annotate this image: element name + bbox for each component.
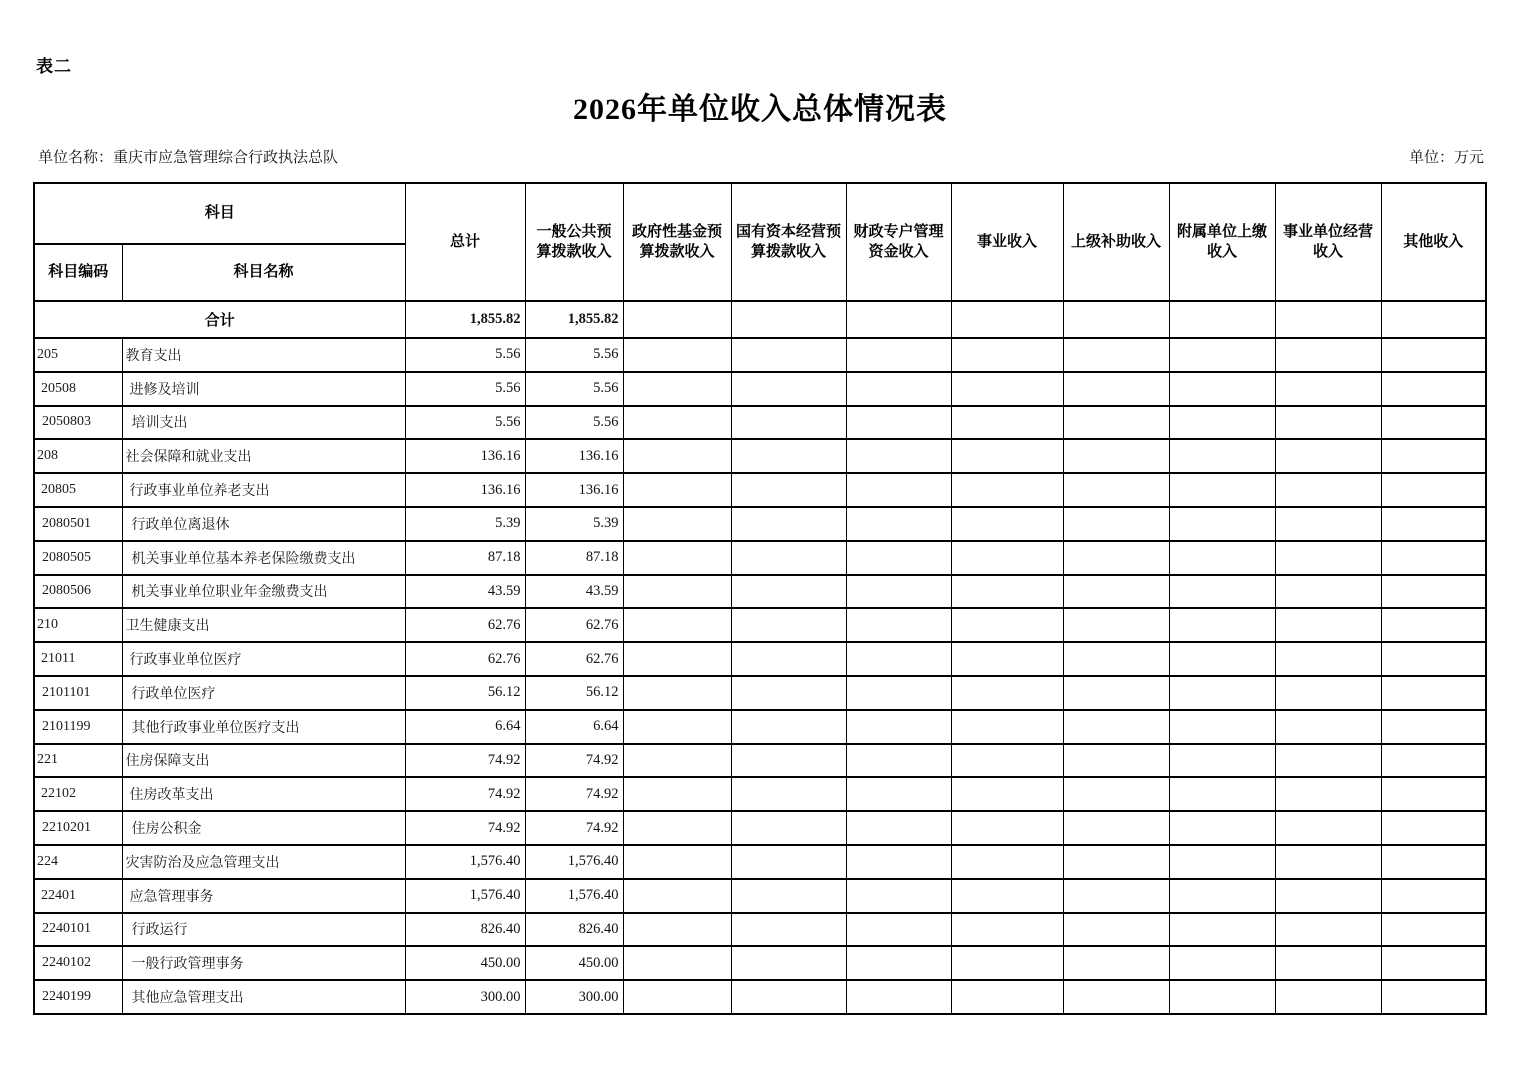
cell-subject-code: 2240199 [34,980,122,1014]
cell-value: 5.56 [525,372,623,406]
cell-value [731,541,846,575]
cell-subject-code: 221 [34,744,122,778]
cell-value [1381,845,1486,879]
table-row [34,541,1486,575]
cell-subject-name: 行政运行 [122,913,405,947]
cell-value [1063,439,1169,473]
table-row [34,913,1486,947]
cell-value [951,439,1063,473]
cell-value [1169,439,1275,473]
table-row [34,777,1486,811]
cell-value [731,777,846,811]
cell-value: 5.39 [405,507,525,541]
cell-value: 136.16 [525,439,623,473]
cell-value [731,439,846,473]
cell-value [623,338,731,372]
cell-value [1275,372,1381,406]
cell-subject-name: 卫生健康支出 [122,608,405,642]
cell-value [1169,744,1275,778]
cell-subject-code: 2080501 [34,507,122,541]
cell-value: 5.56 [405,338,525,372]
cell-value [731,946,846,980]
table-meta-row [38,146,1484,167]
cell-value [1063,913,1169,947]
header-row-subject [34,183,1486,244]
cell-value [1169,301,1275,338]
cell-value [846,301,951,338]
cell-value [951,507,1063,541]
table-row [34,439,1486,473]
column-header-8: 附属单位上缴收入 [1169,183,1275,301]
cell-value [846,946,951,980]
cell-value [731,913,846,947]
column-header-5: 财政专户管理资金收入 [846,183,951,301]
cell-value: 62.76 [525,642,623,676]
cell-value: 5.56 [525,406,623,440]
cell-subject-code: 210 [34,608,122,642]
cell-value [1275,575,1381,609]
cell-value: 136.16 [405,473,525,507]
cell-subject-code: 2210201 [34,811,122,845]
table-body [34,301,1486,1014]
page-title: 2026年单位收入总体情况表 [573,93,947,126]
cell-value [1381,608,1486,642]
cell-value [951,642,1063,676]
cell-value: 5.56 [405,372,525,406]
cell-value [731,744,846,778]
cell-value [1169,541,1275,575]
cell-value [1275,507,1381,541]
cell-value [1275,879,1381,913]
cell-value [1275,541,1381,575]
unit-measure-label: 单位：万元 [1408,150,1484,166]
unit-name-label: 单位名称：重庆市应急管理综合行政执法总队 [38,150,339,166]
cell-value [1063,301,1169,338]
column-header-2: 一般公共预算拨款收入 [525,183,623,301]
cell-subject-code: 208 [34,439,122,473]
cell-value [1381,710,1486,744]
cell-subject-code: 20805 [34,473,122,507]
cell-value [951,845,1063,879]
cell-value: 450.00 [525,946,623,980]
cell-subject-name: 住房公积金 [122,811,405,845]
subject-header: 科目 [34,183,405,244]
cell-value [731,676,846,710]
table-row [34,372,1486,406]
cell-value: 74.92 [405,744,525,778]
cell-value [623,980,731,1014]
cell-value: 6.64 [405,710,525,744]
cell-value [846,676,951,710]
cell-value [846,744,951,778]
cell-subject-code: 22102 [34,777,122,811]
cell-value [1275,744,1381,778]
cell-value: 56.12 [405,676,525,710]
cell-value [731,301,846,338]
cell-value [623,541,731,575]
cell-value [951,608,1063,642]
cell-value [623,608,731,642]
cell-value [846,777,951,811]
cell-value [1381,372,1486,406]
cell-value [1169,372,1275,406]
cell-value [846,642,951,676]
cell-value [1381,439,1486,473]
cell-value [1275,710,1381,744]
cell-subject-code: 2240102 [34,946,122,980]
table-row [34,811,1486,845]
cell-value [1169,845,1275,879]
cell-value [1063,338,1169,372]
cell-value: 5.39 [525,507,623,541]
cell-value [846,439,951,473]
cell-value [1063,676,1169,710]
cell-value [1381,575,1486,609]
cell-value: 6.64 [525,710,623,744]
cell-value [623,439,731,473]
cell-value [1275,913,1381,947]
cell-value [951,946,1063,980]
cell-value [623,777,731,811]
cell-value [1275,777,1381,811]
cell-subject-name: 其他应急管理支出 [122,980,405,1014]
cell-value [1275,473,1381,507]
cell-value [1063,642,1169,676]
table-row [34,642,1486,676]
cell-value [1063,608,1169,642]
cell-value [1381,301,1486,338]
cell-subject-code: 2240101 [34,913,122,947]
cell-subject-name: 机关事业单位职业年金缴费支出 [122,575,405,609]
cell-subject-code: 205 [34,338,122,372]
cell-value [1169,338,1275,372]
cell-value [1169,946,1275,980]
cell-value [1381,913,1486,947]
cell-value [623,710,731,744]
subject-code-header: 科目编码 [34,244,122,301]
cell-value [1063,744,1169,778]
cell-value [1063,507,1169,541]
cell-value: 56.12 [525,676,623,710]
cell-value [1063,946,1169,980]
cell-value [1169,575,1275,609]
cell-value [846,811,951,845]
cell-value [1169,777,1275,811]
cell-value [1275,811,1381,845]
cell-value [951,913,1063,947]
cell-subject-name: 机关事业单位基本养老保险缴费支出 [122,541,405,575]
cell-subject-code: 2101101 [34,676,122,710]
cell-subject-code: 22401 [34,879,122,913]
table-row [34,338,1486,372]
cell-value [846,980,951,1014]
cell-value [846,541,951,575]
cell-value [1381,642,1486,676]
cell-value [623,642,731,676]
cell-value: 74.92 [405,811,525,845]
column-header-3: 政府性基金预算拨款收入 [623,183,731,301]
cell-subject-code: 20508 [34,372,122,406]
cell-value [846,710,951,744]
cell-value: 136.16 [525,473,623,507]
cell-value [951,744,1063,778]
table-row [34,473,1486,507]
cell-value [731,879,846,913]
cell-value [623,744,731,778]
cell-value [623,473,731,507]
cell-value [951,777,1063,811]
cell-value [731,811,846,845]
table-row [34,980,1486,1014]
cell-value [1381,406,1486,440]
cell-value [1275,338,1381,372]
cell-value [1275,642,1381,676]
cell-value [623,913,731,947]
column-header-9: 事业单位经营收入 [1275,183,1381,301]
column-header-4: 国有资本经营预算拨款收入 [731,183,846,301]
cell-value [623,845,731,879]
cell-value [846,913,951,947]
cell-value: 1,855.82 [405,301,525,338]
cell-subject-name: 培训支出 [122,406,405,440]
cell-value [951,473,1063,507]
cell-value [731,406,846,440]
cell-value: 43.59 [525,575,623,609]
cell-value [951,676,1063,710]
cell-value [1275,439,1381,473]
column-header-6: 事业收入 [951,183,1063,301]
cell-value [1063,541,1169,575]
cell-value [951,710,1063,744]
table-header [34,183,1486,301]
cell-value: 74.92 [525,777,623,811]
cell-value [1063,575,1169,609]
cell-value: 62.76 [405,608,525,642]
cell-value: 87.18 [525,541,623,575]
cell-subject-code: 224 [34,845,122,879]
cell-value [1063,710,1169,744]
cell-value: 74.92 [525,744,623,778]
cell-value [1169,879,1275,913]
cell-value [1169,608,1275,642]
table-row [34,507,1486,541]
cell-value [846,473,951,507]
cell-subject-name: 行政单位离退休 [122,507,405,541]
column-header-10: 其他收入 [1381,183,1486,301]
cell-value [951,301,1063,338]
cell-value [1381,507,1486,541]
cell-value: 74.92 [405,777,525,811]
cell-value [1169,811,1275,845]
cell-value: 5.56 [525,338,623,372]
cell-value [623,406,731,440]
table-row [34,946,1486,980]
cell-value [1275,980,1381,1014]
cell-value [951,541,1063,575]
cell-value [1169,406,1275,440]
cell-value: 1,576.40 [525,845,623,879]
total-row [34,301,1486,338]
cell-value [846,338,951,372]
cell-value: 826.40 [525,913,623,947]
cell-value [731,575,846,609]
cell-value [1063,777,1169,811]
cell-value [1063,980,1169,1014]
cell-value: 300.00 [525,980,623,1014]
cell-value [1381,777,1486,811]
cell-value: 62.76 [525,608,623,642]
cell-value: 300.00 [405,980,525,1014]
cell-value [1169,676,1275,710]
cell-value [731,507,846,541]
cell-value [623,946,731,980]
cell-subject-name: 行政事业单位养老支出 [122,473,405,507]
cell-subject-code: 2101199 [34,710,122,744]
cell-value [951,406,1063,440]
cell-value [1063,406,1169,440]
cell-value [731,338,846,372]
cell-value [623,811,731,845]
cell-value [1063,811,1169,845]
cell-value [623,507,731,541]
cell-subject-code: 2080506 [34,575,122,609]
cell-value [1381,676,1486,710]
cell-value [846,845,951,879]
cell-value [1381,946,1486,980]
cell-value [1381,744,1486,778]
cell-value: 62.76 [405,642,525,676]
cell-value [1275,946,1381,980]
cell-value [846,507,951,541]
cell-subject-name: 灾害防治及应急管理支出 [122,845,405,879]
cell-value [1275,845,1381,879]
cell-subject-name: 行政事业单位医疗 [122,642,405,676]
cell-value: 1,855.82 [525,301,623,338]
cell-subject-name: 住房保障支出 [122,744,405,778]
cell-value [1381,879,1486,913]
cell-value [846,879,951,913]
cell-value: 43.59 [405,575,525,609]
cell-value [1275,406,1381,440]
income-table [33,182,1487,1015]
cell-value [1275,676,1381,710]
cell-value [951,879,1063,913]
cell-value [623,676,731,710]
table-row [34,879,1486,913]
cell-value [623,301,731,338]
cell-value [1063,879,1169,913]
cell-value: 826.40 [405,913,525,947]
cell-value [1381,338,1486,372]
column-header-1: 总计 [405,183,525,301]
cell-subject-name: 其他行政事业单位医疗支出 [122,710,405,744]
cell-value [1275,301,1381,338]
cell-value [1063,372,1169,406]
cell-value [951,575,1063,609]
cell-value [1381,541,1486,575]
cell-value [951,811,1063,845]
cell-value [1169,710,1275,744]
cell-value [731,642,846,676]
cell-value: 5.56 [405,406,525,440]
cell-value [846,372,951,406]
table-number-label: 表二 [36,57,72,76]
cell-value [951,372,1063,406]
cell-value: 87.18 [405,541,525,575]
cell-value: 1,576.40 [405,879,525,913]
cell-value [1381,473,1486,507]
cell-value: 450.00 [405,946,525,980]
table-row [34,845,1486,879]
cell-subject-name: 应急管理事务 [122,879,405,913]
table-row [34,676,1486,710]
cell-value [731,845,846,879]
table-row [34,608,1486,642]
total-row-label: 合计 [34,301,405,338]
subject-name-header: 科目名称 [122,244,405,301]
cell-value [731,710,846,744]
cell-value [846,406,951,440]
cell-value [951,980,1063,1014]
cell-value [1275,608,1381,642]
cell-value [731,980,846,1014]
cell-subject-name: 行政单位医疗 [122,676,405,710]
cell-subject-name: 一般行政管理事务 [122,946,405,980]
cell-value [1063,473,1169,507]
cell-value [731,473,846,507]
cell-value: 1,576.40 [525,879,623,913]
cell-subject-name: 住房改革支出 [122,777,405,811]
cell-value [623,879,731,913]
cell-subject-name: 教育支出 [122,338,405,372]
table-row [34,575,1486,609]
cell-value: 1,576.40 [405,845,525,879]
cell-value [623,575,731,609]
cell-value [846,608,951,642]
cell-subject-code: 2080505 [34,541,122,575]
cell-value [731,608,846,642]
cell-value [1169,507,1275,541]
cell-value [731,372,846,406]
cell-value [1169,980,1275,1014]
cell-value: 74.92 [525,811,623,845]
cell-value [1381,980,1486,1014]
cell-value [623,372,731,406]
table-row [34,744,1486,778]
cell-value [1381,811,1486,845]
cell-value [951,338,1063,372]
cell-value [846,575,951,609]
cell-subject-name: 进修及培训 [122,372,405,406]
cell-value [1169,913,1275,947]
cell-value [1169,473,1275,507]
cell-value [1063,845,1169,879]
cell-subject-code: 2050803 [34,406,122,440]
table-row [34,406,1486,440]
cell-subject-code: 21011 [34,642,122,676]
cell-value: 136.16 [405,439,525,473]
cell-subject-name: 社会保障和就业支出 [122,439,405,473]
column-header-7: 上级补助收入 [1063,183,1169,301]
cell-value [1169,642,1275,676]
table-row [34,710,1486,744]
